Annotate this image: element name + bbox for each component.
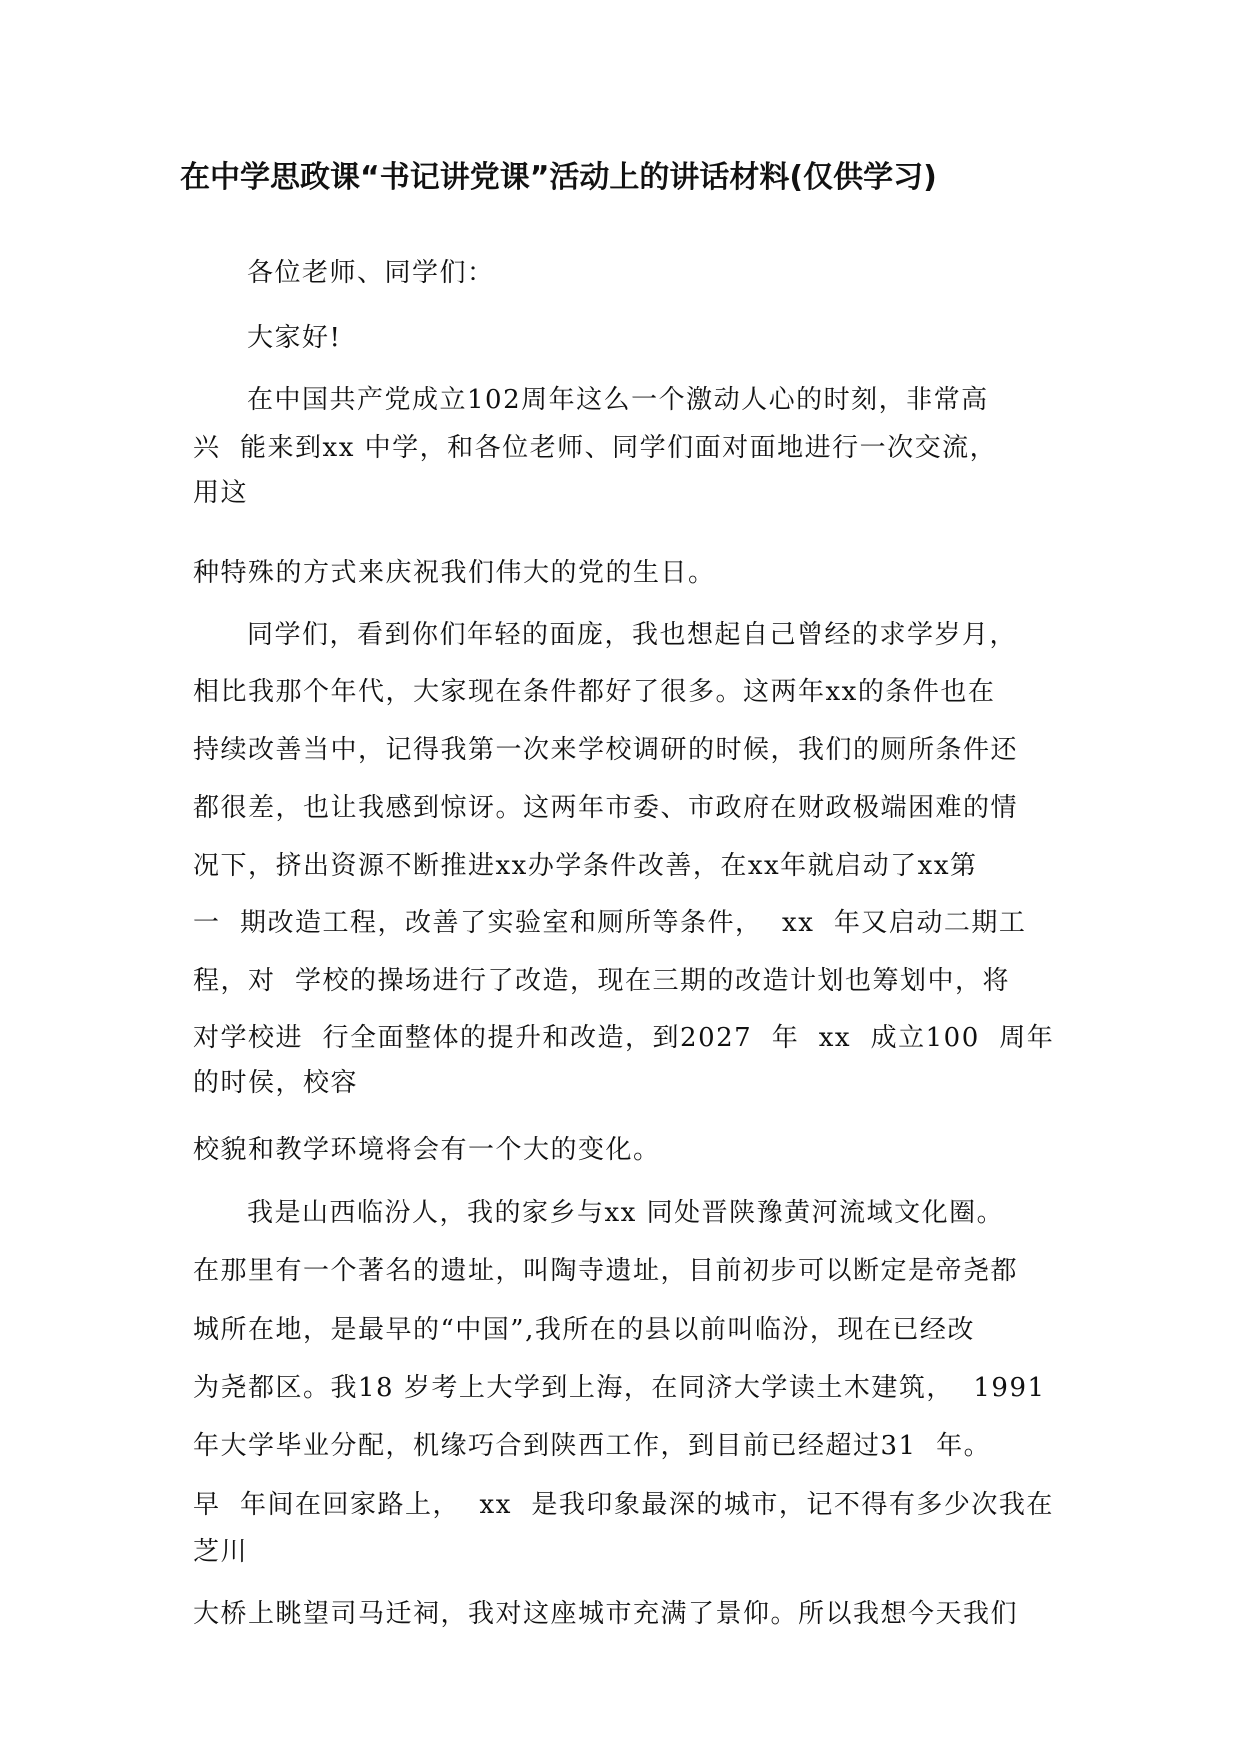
paragraph-line: 大桥上眺望司马迁祠，我对这座城市充满了景仰。所以我想今天我们	[193, 1599, 1019, 1629]
paragraph-line: 各位老师、同学们：	[247, 258, 495, 288]
paragraph-line: 种特殊的方式来庆祝我们伟大的党的生日。	[193, 558, 716, 588]
paragraph-line: 早 年间在回家路上， xx 是我印象最深的城市，记不得有多少次我在	[193, 1490, 1054, 1520]
paragraph-line: 我是山西临汾人，我的家乡与xx 同处晋陕豫黄河流域文化圈。	[247, 1198, 1005, 1228]
paragraph-line: 持续改善当中，记得我第一次来学校调研的时候，我们的厕所条件还	[193, 735, 1019, 765]
paragraph-line: 在那里有一个著名的遗址，叫陶寺遗址，目前初步可以断定是帝尧都	[193, 1256, 1019, 1286]
paragraph-line: 兴 能来到xx 中学，和各位老师、同学们面对面地进行一次交流，	[193, 433, 998, 463]
paragraph-line: 同学们，看到你们年轻的面庞，我也想起自己曾经的求学岁月，	[247, 620, 1018, 650]
paragraph-line: 程，对 学校的操场进行了改造，现在三期的改造计划也筹划中，将	[193, 966, 1011, 996]
paragraph-line: 在中国共产党成立102周年这么一个激动人心的时刻，非常高	[247, 385, 989, 415]
paragraph-line: 用这	[193, 478, 249, 508]
paragraph-line: 为尧都区。我18 岁考上大学到上海，在同济大学读土木建筑， 1991	[193, 1373, 1046, 1403]
paragraph-line: 芝川	[193, 1537, 249, 1567]
paragraph-line: 城所在地，是最早的“中国”,我所在的县以前叫临汾，现在已经改	[193, 1315, 975, 1345]
paragraph-line: 况下，挤出资源不断推进xx办学条件改善，在xx年就启动了xx第	[193, 851, 978, 881]
paragraph-line: 年大学毕业分配，机缘巧合到陕西工作，到目前已经超过31 年。	[193, 1431, 992, 1461]
paragraph-line: 相比我那个年代，大家现在条件都好了很多。这两年xx的条件也在	[193, 677, 996, 707]
paragraph-line: 的时侯，校容	[193, 1068, 359, 1098]
paragraph-line: 对学校进 行全面整体的提升和改造，到2027 年 xx 成立100 周年	[193, 1023, 1055, 1053]
paragraph-line: 一 期改造工程，改善了实验室和厕所等条件， xx 年又启动二期工	[193, 908, 1027, 938]
paragraph-line: 都很差，也让我感到惊讶。这两年市委、市政府在财政极端困难的情	[193, 793, 1019, 823]
document-title: 在中学思政课“书记讲党课”活动上的讲话材料(仅供学习)	[180, 160, 937, 195]
paragraph-line: 大家好!	[247, 323, 342, 353]
paragraph-line: 校貌和教学环境将会有一个大的变化。	[193, 1135, 661, 1165]
